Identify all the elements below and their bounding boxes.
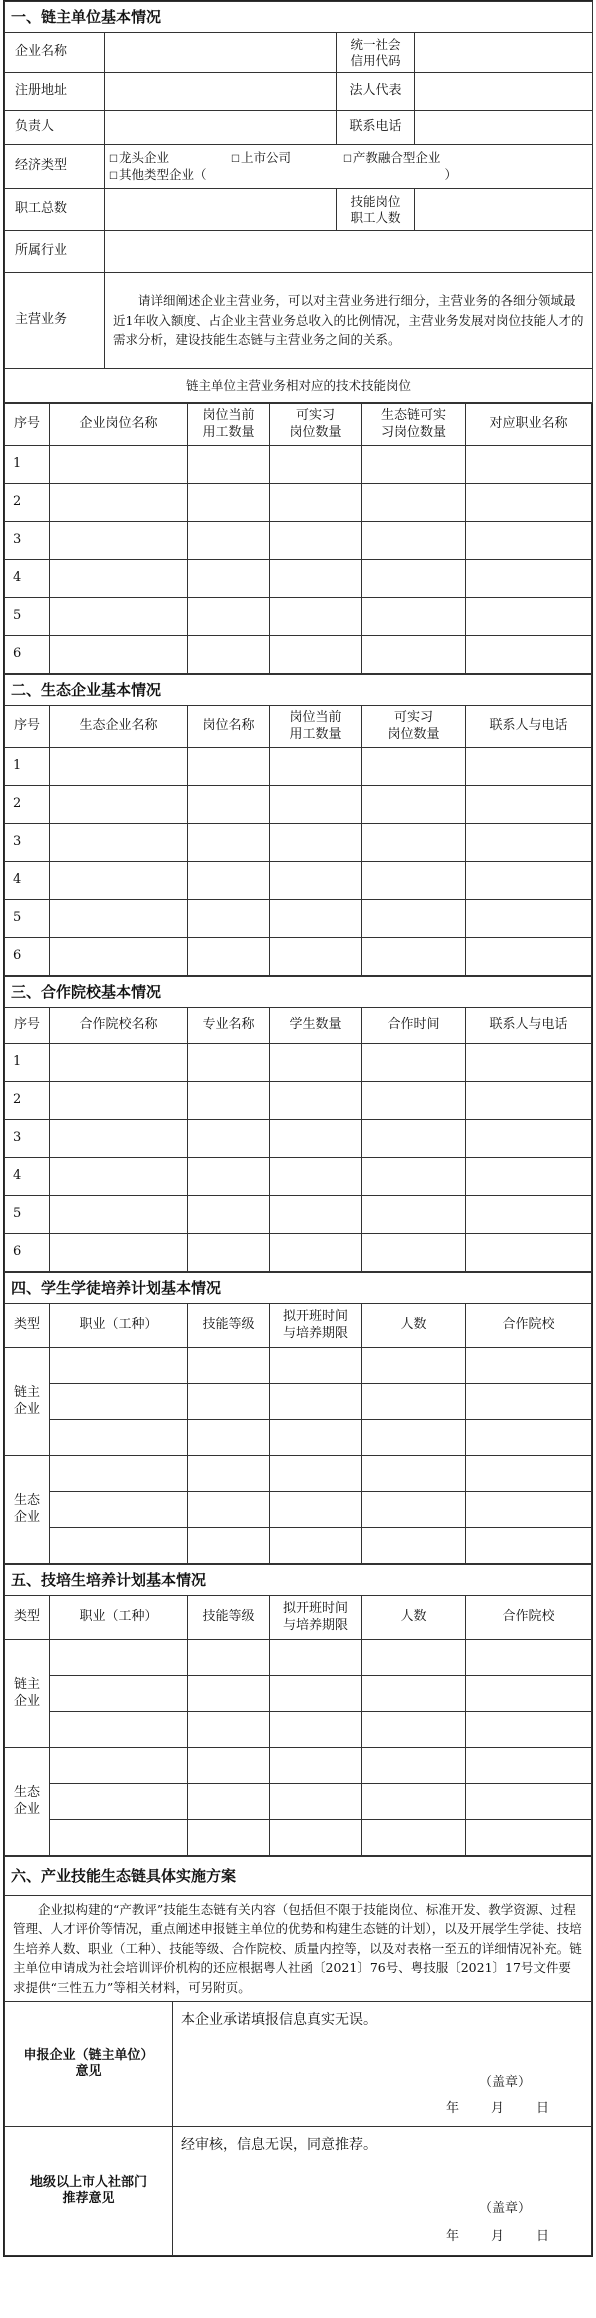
type-label: 链主 企业 [5, 1348, 50, 1456]
phone-field[interactable] [415, 111, 593, 145]
table-cell[interactable] [50, 938, 188, 976]
row-number: 2 [5, 484, 50, 522]
header-cell: 人数 [362, 1596, 466, 1640]
table-cell[interactable] [362, 1784, 466, 1820]
table-cell[interactable] [50, 1082, 188, 1120]
econ-option-integration[interactable] [343, 150, 440, 167]
table-cell[interactable] [466, 1196, 592, 1234]
header-cell: 学生数量 [270, 1008, 362, 1044]
header-cell: 序号 [5, 1008, 50, 1044]
type-label: 链主 企业 [5, 1640, 50, 1748]
header-cell: 类型 [5, 1596, 50, 1640]
implementation-text[interactable]: 企业拟构建的“产教评”技能生态链有关内容（包括但不限于技能岗位、标准开发、教学资源、过程管理、人才评价等情况，重点阐述申报链主单位的优势和构建生态链的计划），以及开展学生学徒、技培生培养人数、职业（工种）、技能等级、合作院校、质量内控等，以及对表格一至五的详细情况补充。链主单位申请成为社会培训评价机构的还应根据粤人社函〔2021〕76号、粤技服〔2021〕17号文件要求提供“三性五力”等相关材料，可另附页。 [5, 1896, 592, 2001]
table-row [5, 446, 592, 484]
table-cell[interactable] [50, 786, 188, 824]
table-cell[interactable] [270, 1784, 362, 1820]
header-cell: 可实习 岗位数量 [362, 706, 466, 748]
table-cell[interactable] [270, 1420, 362, 1456]
econ-option-label: 龙头企业 [118, 150, 169, 165]
row-number: 4 [5, 862, 50, 900]
table-cell[interactable] [270, 1640, 362, 1676]
table-cell[interactable] [466, 1820, 592, 1856]
table-cell[interactable] [362, 1456, 466, 1492]
econ-option-label: 其他类型企业（ [118, 166, 207, 182]
table-cell[interactable] [188, 1120, 270, 1158]
table-row [5, 598, 592, 636]
positions-subtitle: 链主单位主营业务相对应的技术技能岗位 [5, 369, 593, 403]
table-cell[interactable] [466, 1712, 592, 1748]
table-cell[interactable] [50, 598, 188, 636]
row-number: 1 [5, 446, 50, 484]
row-number: 2 [5, 786, 50, 824]
table-cell[interactable] [362, 824, 466, 862]
header-cell: 专业名称 [188, 1008, 270, 1044]
header-cell: 岗位名称 [188, 706, 270, 748]
table-cell[interactable] [270, 1196, 362, 1234]
header-cell: 合作院校名称 [50, 1008, 188, 1044]
table-cell[interactable] [50, 560, 188, 598]
table-cell[interactable] [270, 1348, 362, 1384]
application-form [3, 0, 593, 2257]
table-row [5, 824, 592, 862]
row-number: 6 [5, 938, 50, 976]
row-number: 4 [5, 560, 50, 598]
table-cell[interactable] [362, 446, 466, 484]
table-cell[interactable] [188, 1640, 270, 1676]
section-6-table [4, 1856, 592, 2001]
table-cell[interactable] [270, 1456, 362, 1492]
table-cell[interactable] [362, 900, 466, 938]
table-cell[interactable] [188, 1044, 270, 1082]
main-business-text[interactable]: 请详细阐述企业主营业务，可以对主营业务进行细分，主营业务的各细分领域最近1年收入额度、占企业主营业务总收入的比例情况，主营业务发展对岗位技能人才的需求分析，建设技能生态链与主营业务之间的关系。 [105, 273, 593, 369]
table-cell[interactable] [188, 786, 270, 824]
table-cell[interactable] [466, 484, 592, 522]
table-cell[interactable] [50, 636, 188, 674]
table-row [5, 1196, 592, 1234]
table-cell[interactable] [362, 1158, 466, 1196]
table-cell[interactable] [50, 1528, 188, 1564]
table-cell[interactable] [362, 1640, 466, 1676]
responsible-field[interactable] [105, 111, 337, 145]
skill-staff-field[interactable] [415, 189, 593, 231]
industry-label: 所属行业 [5, 231, 105, 273]
row-number: 3 [5, 1120, 50, 1158]
table-cell[interactable] [466, 1456, 592, 1492]
econ-option-listed[interactable] [231, 150, 291, 167]
table-cell[interactable] [270, 1082, 362, 1120]
table-cell[interactable] [50, 1348, 188, 1384]
header-cell: 岗位当前 用工数量 [188, 404, 270, 446]
table-cell[interactable] [188, 1196, 270, 1234]
section-2-table [4, 674, 592, 976]
table-cell[interactable] [362, 1820, 466, 1856]
staff-total-label: 职工总数 [5, 189, 105, 231]
header-cell: 拟开班时间 与培养期限 [270, 1304, 362, 1348]
table-cell[interactable] [362, 1676, 466, 1712]
address-field[interactable] [105, 73, 337, 111]
table-cell[interactable] [466, 824, 592, 862]
table-cell[interactable] [188, 484, 270, 522]
table-cell[interactable] [362, 1082, 466, 1120]
section-4-table [4, 1272, 592, 1564]
table-cell[interactable] [50, 1120, 188, 1158]
table-cell[interactable] [50, 900, 188, 938]
section-2-title: 二、生态企业基本情况 [5, 675, 592, 706]
table-cell[interactable] [362, 1420, 466, 1456]
econ-type-label: 经济类型 [5, 145, 105, 189]
table-cell[interactable] [270, 900, 362, 938]
header-cell: 拟开班时间 与培养期限 [270, 1596, 362, 1640]
section-5-title: 五、技培生培养计划基本情况 [5, 1565, 592, 1596]
responsible-label: 负责人 [5, 111, 105, 145]
table-cell[interactable] [466, 862, 592, 900]
section-5-table [4, 1564, 592, 1856]
table-cell[interactable] [188, 1492, 270, 1528]
table-cell[interactable] [362, 1712, 466, 1748]
table-cell[interactable] [188, 1748, 270, 1784]
table-cell[interactable] [270, 1820, 362, 1856]
table-cell[interactable] [362, 522, 466, 560]
table-cell[interactable] [362, 1748, 466, 1784]
hr-dept-seal: （盖章） [173, 2197, 592, 2225]
opinion-table [4, 2001, 592, 2256]
legal-rep-label: 法人代表 [337, 73, 415, 111]
table-row [5, 786, 592, 824]
row-number: 3 [5, 824, 50, 862]
row-number: 5 [5, 598, 50, 636]
table-cell[interactable] [188, 1784, 270, 1820]
checkbox-icon: ☐ [109, 154, 118, 165]
staff-total-field[interactable] [105, 189, 337, 231]
header-cell: 技能等级 [188, 1596, 270, 1640]
table-cell[interactable] [362, 636, 466, 674]
hr-dept-date[interactable]: 年 月 日 [173, 2224, 592, 2255]
table-cell[interactable] [466, 446, 592, 484]
hr-dept-opinion-text[interactable]: 经审核，信息无误，同意推荐。 [173, 2126, 592, 2197]
row-number: 5 [5, 1196, 50, 1234]
table-cell[interactable] [362, 598, 466, 636]
table-cell[interactable] [50, 1384, 188, 1420]
header-cell: 企业岗位名称 [50, 404, 188, 446]
section-3-title: 三、合作院校基本情况 [5, 977, 592, 1008]
checkbox-icon: ☐ [109, 170, 118, 182]
type-label: 生态 企业 [5, 1456, 50, 1564]
table-cell[interactable] [466, 1158, 592, 1196]
table-cell[interactable] [466, 1784, 592, 1820]
table-cell[interactable] [270, 1492, 362, 1528]
table-cell[interactable] [50, 1044, 188, 1082]
table-row [5, 1082, 592, 1120]
row-number: 5 [5, 900, 50, 938]
table-cell[interactable] [362, 938, 466, 976]
section-4-title: 四、学生学徒培养计划基本情况 [5, 1273, 592, 1304]
table-cell[interactable] [362, 484, 466, 522]
table-row [5, 1044, 592, 1082]
table-cell[interactable] [188, 1420, 270, 1456]
checkbox-icon: ☐ [342, 154, 352, 165]
table-cell[interactable] [50, 1196, 188, 1234]
table-cell[interactable] [270, 824, 362, 862]
econ-option-other[interactable] [109, 167, 206, 184]
table-cell[interactable] [466, 1528, 592, 1564]
table-cell[interactable] [188, 1384, 270, 1420]
table-cell[interactable] [362, 1348, 466, 1384]
section-3-table [4, 976, 592, 1272]
table-cell[interactable] [270, 1234, 362, 1272]
table-cell[interactable] [270, 560, 362, 598]
table-cell[interactable] [188, 824, 270, 862]
table-cell[interactable] [362, 1120, 466, 1158]
table-cell[interactable] [362, 1492, 466, 1528]
table-cell[interactable] [188, 1158, 270, 1196]
address-label: 注册地址 [5, 73, 105, 111]
row-number: 6 [5, 1234, 50, 1272]
section-1-title: 一、链主单位基本情况 [5, 2, 593, 33]
header-cell: 生态企业名称 [50, 706, 188, 748]
phone-label: 联系电话 [337, 111, 415, 145]
table-cell[interactable] [362, 786, 466, 824]
header-cell: 序号 [5, 404, 50, 446]
table-row [5, 862, 592, 900]
table-cell[interactable] [362, 560, 466, 598]
hr-dept-opinion-label: 地级以上市人社部门 推荐意见 [5, 2126, 173, 2255]
table-cell[interactable] [50, 1640, 188, 1676]
table-cell[interactable] [188, 1348, 270, 1384]
table-cell[interactable] [466, 1748, 592, 1784]
table-cell[interactable] [188, 900, 270, 938]
header-cell: 联系人与电话 [466, 706, 592, 748]
econ-option-label: 产教融合型企业 [352, 150, 441, 165]
table-cell[interactable] [270, 446, 362, 484]
econ-option-leader[interactable] [109, 150, 169, 167]
checkbox-icon: ☐ [230, 154, 240, 165]
credit-code-label: 统一社会 信用代码 [337, 33, 415, 73]
table-cell[interactable] [270, 1158, 362, 1196]
table-cell[interactable] [50, 1158, 188, 1196]
header-cell: 人数 [362, 1304, 466, 1348]
econ-option-label: 上市公司 [240, 150, 291, 165]
skill-staff-label: 技能岗位 职工人数 [337, 189, 415, 231]
legal-rep-field[interactable] [415, 73, 593, 111]
table-cell[interactable] [188, 1712, 270, 1748]
table-row [5, 900, 592, 938]
table-cell[interactable] [270, 748, 362, 786]
company-name-label: 企业名称 [5, 33, 105, 73]
type-label: 生态 企业 [5, 1748, 50, 1856]
table-cell[interactable] [362, 1196, 466, 1234]
table-cell[interactable] [270, 1044, 362, 1082]
table-cell[interactable] [188, 938, 270, 976]
table-cell[interactable] [362, 862, 466, 900]
table-cell[interactable] [466, 598, 592, 636]
table-cell[interactable] [362, 1384, 466, 1420]
table-cell[interactable] [466, 1234, 592, 1272]
header-cell: 技能等级 [188, 1304, 270, 1348]
table-cell[interactable] [50, 824, 188, 862]
header-cell: 序号 [5, 706, 50, 748]
table-cell[interactable] [466, 636, 592, 674]
table-cell[interactable] [466, 522, 592, 560]
table-cell[interactable] [362, 1234, 466, 1272]
table-cell[interactable] [466, 1384, 592, 1420]
table-cell[interactable] [188, 522, 270, 560]
table-cell[interactable] [188, 1082, 270, 1120]
header-cell: 职业（工种） [50, 1304, 188, 1348]
table-cell[interactable] [188, 598, 270, 636]
row-number: 1 [5, 748, 50, 786]
table-cell[interactable] [188, 1820, 270, 1856]
table-cell[interactable] [188, 1528, 270, 1564]
row-number: 3 [5, 522, 50, 560]
header-cell: 联系人与电话 [466, 1008, 592, 1044]
table-row [5, 1158, 592, 1196]
table-cell[interactable] [50, 1820, 188, 1856]
table-cell[interactable] [50, 1492, 188, 1528]
table-cell[interactable] [50, 522, 188, 560]
table-cell[interactable] [466, 1044, 592, 1082]
table-cell[interactable] [270, 598, 362, 636]
industry-field[interactable] [105, 231, 593, 273]
table-cell[interactable] [188, 862, 270, 900]
table-cell[interactable] [188, 560, 270, 598]
applicant-date[interactable]: 年 月 日 [173, 2098, 592, 2127]
table-cell[interactable] [270, 1528, 362, 1564]
table-cell[interactable] [466, 900, 592, 938]
table-cell[interactable] [188, 748, 270, 786]
table-cell[interactable] [466, 1120, 592, 1158]
table-cell[interactable] [270, 938, 362, 976]
table-cell[interactable] [50, 446, 188, 484]
table-cell[interactable] [466, 560, 592, 598]
header-cell: 合作院校 [466, 1304, 592, 1348]
table-cell[interactable] [188, 1676, 270, 1712]
main-business-label: 主营业务 [5, 273, 105, 369]
row-number: 2 [5, 1082, 50, 1120]
table-cell[interactable] [270, 1120, 362, 1158]
table-cell[interactable] [50, 1712, 188, 1748]
table-cell[interactable] [466, 938, 592, 976]
table-cell[interactable] [50, 1748, 188, 1784]
table-cell[interactable] [50, 748, 188, 786]
company-name-field[interactable] [105, 33, 337, 73]
table-cell[interactable] [466, 1676, 592, 1712]
table-cell[interactable] [270, 862, 362, 900]
table-cell[interactable] [362, 1528, 466, 1564]
table-row [5, 560, 592, 598]
row-number: 6 [5, 636, 50, 674]
table-cell[interactable] [466, 786, 592, 824]
positions-table [4, 403, 592, 674]
table-cell[interactable] [270, 636, 362, 674]
header-cell: 对应职业名称 [466, 404, 592, 446]
section-6-title: 六、产业技能生态链具体实施方案 [5, 1857, 592, 1896]
applicant-seal: （盖章） [173, 2072, 592, 2098]
table-cell[interactable] [270, 1676, 362, 1712]
table-cell[interactable] [362, 748, 466, 786]
econ-type-options [105, 145, 593, 189]
table-cell[interactable] [270, 484, 362, 522]
header-cell: 可实习 岗位数量 [270, 404, 362, 446]
table-row [5, 1234, 592, 1272]
table-cell[interactable] [50, 484, 188, 522]
header-cell: 合作院校 [466, 1596, 592, 1640]
table-row [5, 1120, 592, 1158]
table-cell[interactable] [50, 1784, 188, 1820]
table-cell[interactable] [466, 1640, 592, 1676]
section-1-table [4, 1, 593, 403]
header-cell: 类型 [5, 1304, 50, 1348]
table-cell[interactable] [50, 1234, 188, 1272]
econ-option-close: ） [444, 166, 457, 182]
applicant-opinion-text[interactable]: 本企业承诺填报信息真实无误。 [173, 2001, 592, 2072]
credit-code-field[interactable] [415, 33, 593, 73]
table-row [5, 636, 592, 674]
table-cell[interactable] [50, 1420, 188, 1456]
table-cell[interactable] [466, 1348, 592, 1384]
table-cell[interactable] [466, 1420, 592, 1456]
table-cell[interactable] [50, 862, 188, 900]
header-cell: 岗位当前 用工数量 [270, 706, 362, 748]
table-cell[interactable] [188, 1456, 270, 1492]
table-cell[interactable] [466, 1082, 592, 1120]
table-cell[interactable] [188, 1234, 270, 1272]
table-cell[interactable] [270, 522, 362, 560]
table-cell[interactable] [50, 1456, 188, 1492]
table-row [5, 748, 592, 786]
header-cell: 生态链可实 习岗位数量 [362, 404, 466, 446]
header-cell: 合作时间 [362, 1008, 466, 1044]
table-cell[interactable] [362, 1044, 466, 1082]
table-row [5, 938, 592, 976]
applicant-opinion-label: 申报企业（链主单位） 意见 [5, 2001, 173, 2126]
table-cell[interactable] [50, 1676, 188, 1712]
table-cell[interactable] [188, 446, 270, 484]
table-row [5, 522, 592, 560]
table-cell[interactable] [270, 786, 362, 824]
row-number: 4 [5, 1158, 50, 1196]
table-cell[interactable] [188, 636, 270, 674]
table-row [5, 484, 592, 522]
header-cell: 职业（工种） [50, 1596, 188, 1640]
table-cell[interactable] [466, 1492, 592, 1528]
table-cell[interactable] [270, 1384, 362, 1420]
table-cell[interactable] [466, 748, 592, 786]
table-cell[interactable] [270, 1748, 362, 1784]
table-cell[interactable] [270, 1712, 362, 1748]
row-number: 1 [5, 1044, 50, 1082]
